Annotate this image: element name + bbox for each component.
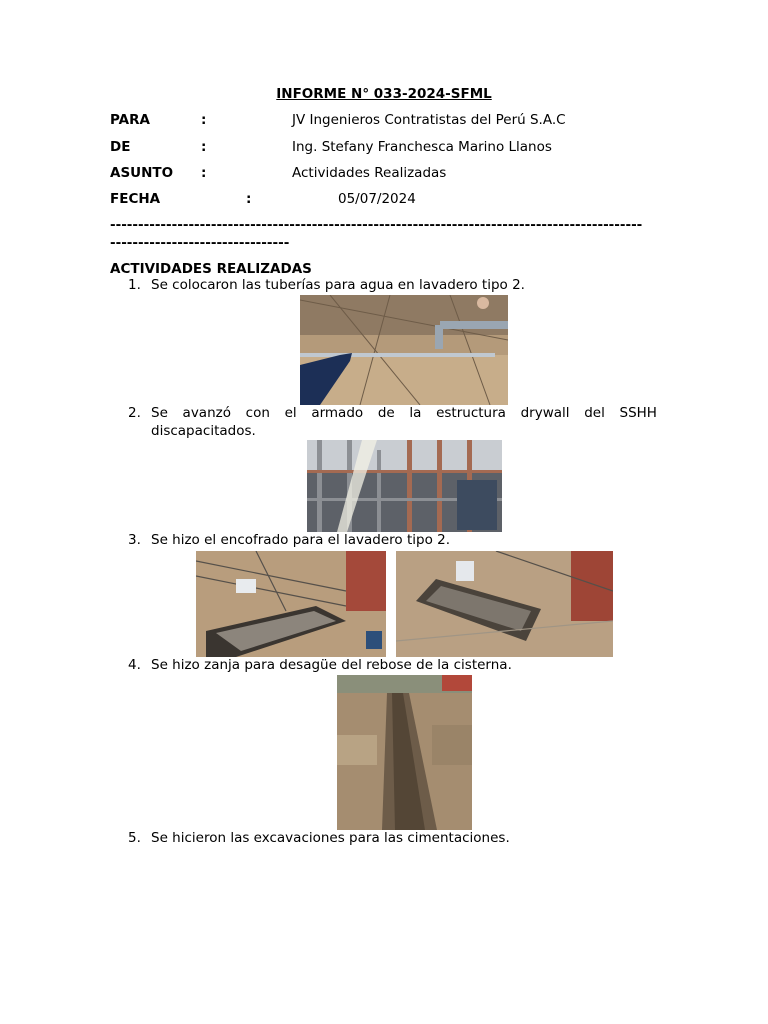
activity-number: 4. [128,657,141,673]
header-colon-asunto: : [201,165,207,181]
activity-number: 2. [128,405,141,421]
header-label-de: DE [110,139,131,155]
header-label-para: PARA [110,112,150,128]
photo-water-pipes [300,295,508,405]
word: SSHH [619,405,657,421]
photo-drainage-trench [337,675,472,830]
word: Se [151,405,168,421]
activity-number: 1. [128,277,141,293]
activity-text: Se hizo el encofrado para el lavadero tipo 2. [151,532,451,548]
word: la [409,405,422,421]
activity-number: 3. [128,532,141,548]
activity-text: Se colocaron las tuberías para agua en lavadero tipo 2. [151,277,525,293]
section-title: ACTIVIDADES REALIZADAS [110,261,312,277]
photo-drywall-frame [307,440,502,532]
header-colon-para: : [201,112,207,128]
activity-text-line: discapacitados. [151,422,256,439]
header-label-asunto: ASUNTO [110,165,174,181]
photo-formwork-right [396,551,613,657]
report-title: INFORME N° 033-2024-SFML [276,86,492,102]
separator-line: ----------------------------------------------------------------------------------------------- [110,217,643,233]
header-label-fecha: FECHA [110,191,161,207]
word: el [284,405,297,421]
header-colon-fecha: : [246,191,252,207]
word: armado [311,405,364,421]
header-value-para: JV Ingenieros Contratistas del Perú S.A.C [292,112,566,128]
photo-formwork-left [196,551,386,657]
header-colon-de: : [201,139,207,155]
word: avanzó [182,405,231,421]
activity-text: Se hizo zanja para desagüe del rebose de la cisterna. [151,657,512,673]
activity-number: 5. [128,830,141,846]
activity-text: Se hicieron las excavaciones para las cimentaciones. [151,830,510,846]
word: de [377,405,395,421]
word: drywall [520,405,570,421]
word: con [245,405,270,421]
header-value-de: Ing. Stefany Franchesca Marino Llanos [292,139,552,155]
header-value-fecha: 05/07/2024 [338,191,416,207]
activity-text [151,405,657,440]
word: estructura [436,405,506,421]
header-value-asunto: Actividades Realizadas [292,165,447,181]
word: del [584,405,605,421]
separator-line-continued: -------------------------------- [110,235,290,251]
activity-text-line [151,405,657,423]
